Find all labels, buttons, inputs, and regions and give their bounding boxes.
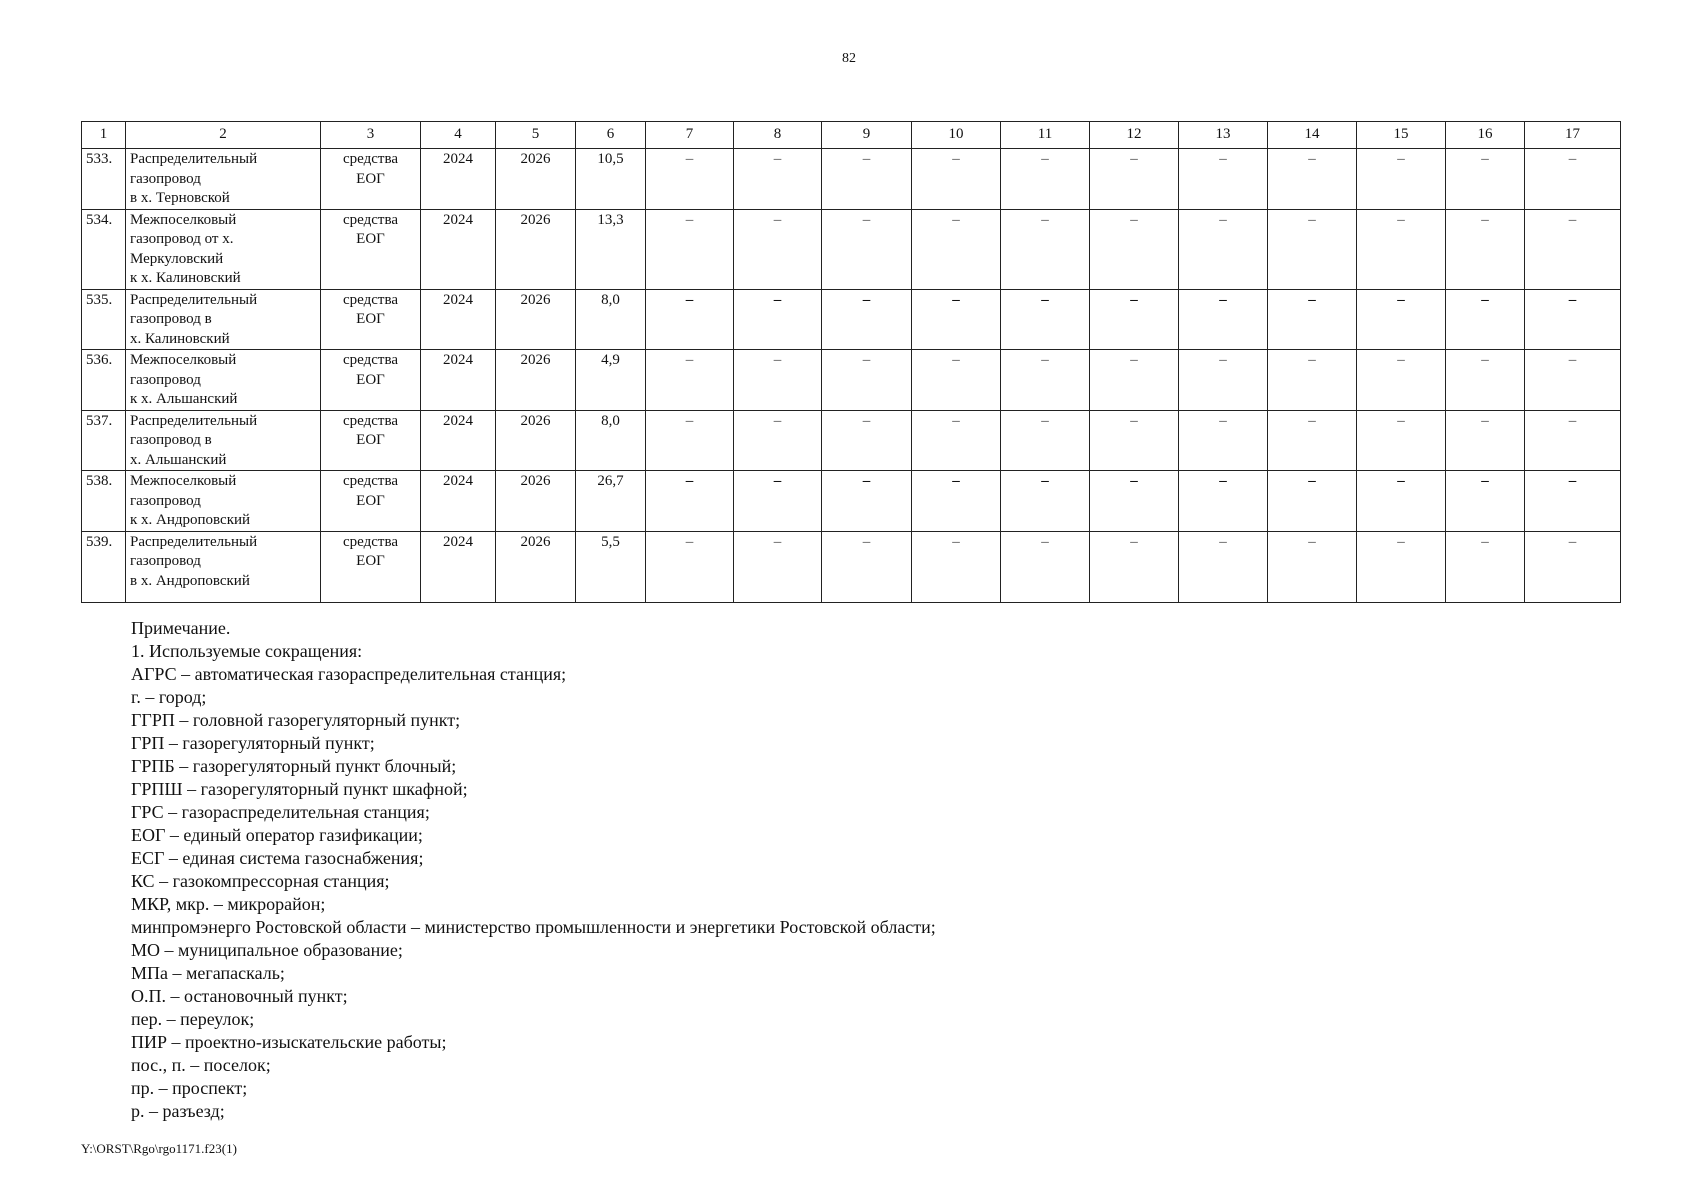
- header-cell: 4: [421, 122, 496, 149]
- abbreviation-item: пр. – проспект;: [131, 1078, 248, 1098]
- dash-cell: –: [1001, 149, 1090, 210]
- dash-cell: –: [822, 531, 912, 602]
- object-name: Межпоселковый газопровод к х. Альшанский: [126, 350, 321, 411]
- dash-cell: –: [1525, 350, 1621, 411]
- dash-cell: –: [1446, 149, 1525, 210]
- dash-cell: –: [822, 289, 912, 350]
- row-number: 536.: [82, 350, 126, 411]
- header-cell: 13: [1179, 122, 1268, 149]
- table-row: [82, 410, 1621, 471]
- dash-cell: –: [1001, 289, 1090, 350]
- object-name: Межпоселковый газопровод к х. Андроповский: [126, 471, 321, 532]
- row-number: 537.: [82, 410, 126, 471]
- dash-cell: –: [1179, 209, 1268, 289]
- dash-cell: –: [1179, 350, 1268, 411]
- data-table: [81, 121, 1621, 603]
- dash-cell: –: [822, 350, 912, 411]
- abbreviation-item: минпромэнерго Ростовской области – министерство промышленности и энергетики Ростовской области;: [131, 917, 936, 937]
- length-value: 8,0: [576, 289, 646, 350]
- table-row: [82, 289, 1621, 350]
- dash-cell: –: [1090, 471, 1179, 532]
- abbreviation-item: пер. – переулок;: [131, 1009, 255, 1029]
- start-year: 2024: [421, 471, 496, 532]
- abbreviation-item: МО – муниципальное образование;: [131, 940, 403, 960]
- dash-cell: –: [912, 531, 1001, 602]
- header-cell: 16: [1446, 122, 1525, 149]
- dash-cell: –: [1446, 289, 1525, 350]
- object-name: Распределительный газопровод в х. Терновской: [126, 149, 321, 210]
- header-cell: 17: [1525, 122, 1621, 149]
- dash-cell: –: [1525, 149, 1621, 210]
- header-cell: 2: [126, 122, 321, 149]
- dash-cell: –: [734, 410, 822, 471]
- dash-cell: –: [912, 471, 1001, 532]
- page-number: 82: [842, 51, 856, 66]
- dash-cell: –: [1268, 410, 1357, 471]
- end-year: 2026: [496, 471, 576, 532]
- dash-cell: –: [1268, 350, 1357, 411]
- dash-cell: –: [822, 149, 912, 210]
- dash-cell: –: [1357, 410, 1446, 471]
- notes-subtitle: 1. Используемые сокращения:: [131, 641, 363, 661]
- dash-cell: –: [1446, 410, 1525, 471]
- dash-cell: –: [1001, 471, 1090, 532]
- start-year: 2024: [421, 209, 496, 289]
- funding-source: средства ЕОГ: [321, 350, 421, 411]
- start-year: 2024: [421, 350, 496, 411]
- end-year: 2026: [496, 350, 576, 411]
- dash-cell: –: [1179, 471, 1268, 532]
- dash-cell: –: [1268, 471, 1357, 532]
- dash-cell: –: [912, 209, 1001, 289]
- dash-cell: –: [1090, 209, 1179, 289]
- dash-cell: –: [1179, 149, 1268, 210]
- table-row: [82, 471, 1621, 532]
- dash-cell: –: [1525, 410, 1621, 471]
- header-cell: 8: [734, 122, 822, 149]
- dash-cell: –: [1001, 531, 1090, 602]
- table-header-row: [82, 122, 1621, 149]
- dash-cell: –: [1446, 209, 1525, 289]
- abbreviation-item: ГРС – газораспределительная станция;: [131, 802, 430, 822]
- length-value: 26,7: [576, 471, 646, 532]
- dash-cell: –: [912, 289, 1001, 350]
- abbreviation-item: ГГРП – головной газорегуляторный пункт;: [131, 710, 461, 730]
- funding-source: средства ЕОГ: [321, 289, 421, 350]
- end-year: 2026: [496, 410, 576, 471]
- dash-cell: –: [1525, 471, 1621, 532]
- dash-cell: –: [822, 471, 912, 532]
- funding-source: средства ЕОГ: [321, 531, 421, 602]
- header-cell: 14: [1268, 122, 1357, 149]
- dash-cell: –: [1179, 531, 1268, 602]
- length-value: 10,5: [576, 149, 646, 210]
- header-cell: 9: [822, 122, 912, 149]
- funding-source: средства ЕОГ: [321, 209, 421, 289]
- funding-source: средства ЕОГ: [321, 149, 421, 210]
- dash-cell: –: [912, 410, 1001, 471]
- row-number: 534.: [82, 209, 126, 289]
- length-value: 8,0: [576, 410, 646, 471]
- row-number: 539.: [82, 531, 126, 602]
- dash-cell: –: [912, 350, 1001, 411]
- length-value: 4,9: [576, 350, 646, 411]
- row-number: 533.: [82, 149, 126, 210]
- dash-cell: –: [1001, 350, 1090, 411]
- abbreviation-item: ПИР – проектно-изыскательские работы;: [131, 1032, 447, 1052]
- table-row: [82, 149, 1621, 210]
- dash-cell: –: [734, 471, 822, 532]
- header-cell: 5: [496, 122, 576, 149]
- dash-cell: –: [1090, 149, 1179, 210]
- dash-cell: –: [1268, 209, 1357, 289]
- dash-cell: –: [646, 471, 734, 532]
- start-year: 2024: [421, 149, 496, 210]
- dash-cell: –: [1090, 289, 1179, 350]
- length-value: 5,5: [576, 531, 646, 602]
- end-year: 2026: [496, 209, 576, 289]
- dash-cell: –: [1446, 350, 1525, 411]
- header-cell: 12: [1090, 122, 1179, 149]
- start-year: 2024: [421, 531, 496, 602]
- dash-cell: –: [1179, 289, 1268, 350]
- dash-cell: –: [1001, 209, 1090, 289]
- abbreviation-item: р. – разъезд;: [131, 1101, 225, 1121]
- dash-cell: –: [1001, 410, 1090, 471]
- notes-title: Примечание.: [131, 618, 231, 638]
- object-name: Межпоселковый газопровод от х. Меркуловский к х. Калиновский: [126, 209, 321, 289]
- header-cell: 3: [321, 122, 421, 149]
- notes-section: [131, 617, 1531, 1123]
- start-year: 2024: [421, 289, 496, 350]
- dash-cell: –: [646, 350, 734, 411]
- abbreviation-item: МПа – мегапаскаль;: [131, 963, 285, 983]
- abbreviation-item: ГРП – газорегуляторный пункт;: [131, 733, 375, 753]
- abbreviation-item: г. – город;: [131, 687, 207, 707]
- abbreviation-list: [131, 663, 1531, 1123]
- file-path-footer: Y:\ORST\Rgo\rgo1171.f23(1): [81, 1141, 237, 1156]
- dash-cell: –: [1357, 149, 1446, 210]
- dash-cell: –: [734, 209, 822, 289]
- dash-cell: –: [1357, 350, 1446, 411]
- abbreviation-item: ГРПБ – газорегуляторный пункт блочный;: [131, 756, 457, 776]
- abbreviation-item: ЕОГ – единый оператор газификации;: [131, 825, 423, 845]
- header-cell: 11: [1001, 122, 1090, 149]
- funding-source: средства ЕОГ: [321, 471, 421, 532]
- dash-cell: –: [1268, 289, 1357, 350]
- dash-cell: –: [734, 149, 822, 210]
- header-cell: 10: [912, 122, 1001, 149]
- table-row: [82, 531, 1621, 602]
- abbreviation-item: АГРС – автоматическая газораспределительная станция;: [131, 664, 567, 684]
- dash-cell: –: [1179, 410, 1268, 471]
- object-name: Распределительный газопровод в х. Альшанский: [126, 410, 321, 471]
- object-name: Распределительный газопровод в х. Андроповский: [126, 531, 321, 602]
- dash-cell: –: [1357, 531, 1446, 602]
- dash-cell: –: [1525, 289, 1621, 350]
- header-cell: 1: [82, 122, 126, 149]
- dash-cell: –: [1268, 531, 1357, 602]
- dash-cell: –: [646, 410, 734, 471]
- dash-cell: –: [1446, 471, 1525, 532]
- object-name: Распределительный газопровод в х. Калиновский: [126, 289, 321, 350]
- dash-cell: –: [1357, 471, 1446, 532]
- abbreviation-item: КС – газокомпрессорная станция;: [131, 871, 390, 891]
- dash-cell: –: [734, 289, 822, 350]
- dash-cell: –: [646, 209, 734, 289]
- dash-cell: –: [822, 410, 912, 471]
- dash-cell: –: [1090, 350, 1179, 411]
- dash-cell: –: [1090, 531, 1179, 602]
- abbreviation-item: МКР, мкр. – микрорайон;: [131, 894, 326, 914]
- dash-cell: –: [734, 350, 822, 411]
- length-value: 13,3: [576, 209, 646, 289]
- abbreviation-item: О.П. – остановочный пункт;: [131, 986, 348, 1006]
- dash-cell: –: [1090, 410, 1179, 471]
- start-year: 2024: [421, 410, 496, 471]
- dash-cell: –: [734, 531, 822, 602]
- abbreviation-item: ЕСГ – единая система газоснабжения;: [131, 848, 424, 868]
- dash-cell: –: [822, 209, 912, 289]
- abbreviation-item: пос., п. – поселок;: [131, 1055, 271, 1075]
- dash-cell: –: [1357, 289, 1446, 350]
- header-cell: 6: [576, 122, 646, 149]
- header-cell: 7: [646, 122, 734, 149]
- dash-cell: –: [646, 149, 734, 210]
- table-row: [82, 350, 1621, 411]
- dash-cell: –: [1525, 531, 1621, 602]
- end-year: 2026: [496, 149, 576, 210]
- row-number: 535.: [82, 289, 126, 350]
- end-year: 2026: [496, 289, 576, 350]
- dash-cell: –: [1525, 209, 1621, 289]
- end-year: 2026: [496, 531, 576, 602]
- dash-cell: –: [912, 149, 1001, 210]
- header-cell: 15: [1357, 122, 1446, 149]
- row-number: 538.: [82, 471, 126, 532]
- dash-cell: –: [646, 531, 734, 602]
- funding-source: средства ЕОГ: [321, 410, 421, 471]
- abbreviation-item: ГРПШ – газорегуляторный пункт шкафной;: [131, 779, 468, 799]
- dash-cell: –: [646, 289, 734, 350]
- dash-cell: –: [1446, 531, 1525, 602]
- dash-cell: –: [1357, 209, 1446, 289]
- dash-cell: –: [1268, 149, 1357, 210]
- table-row: [82, 209, 1621, 289]
